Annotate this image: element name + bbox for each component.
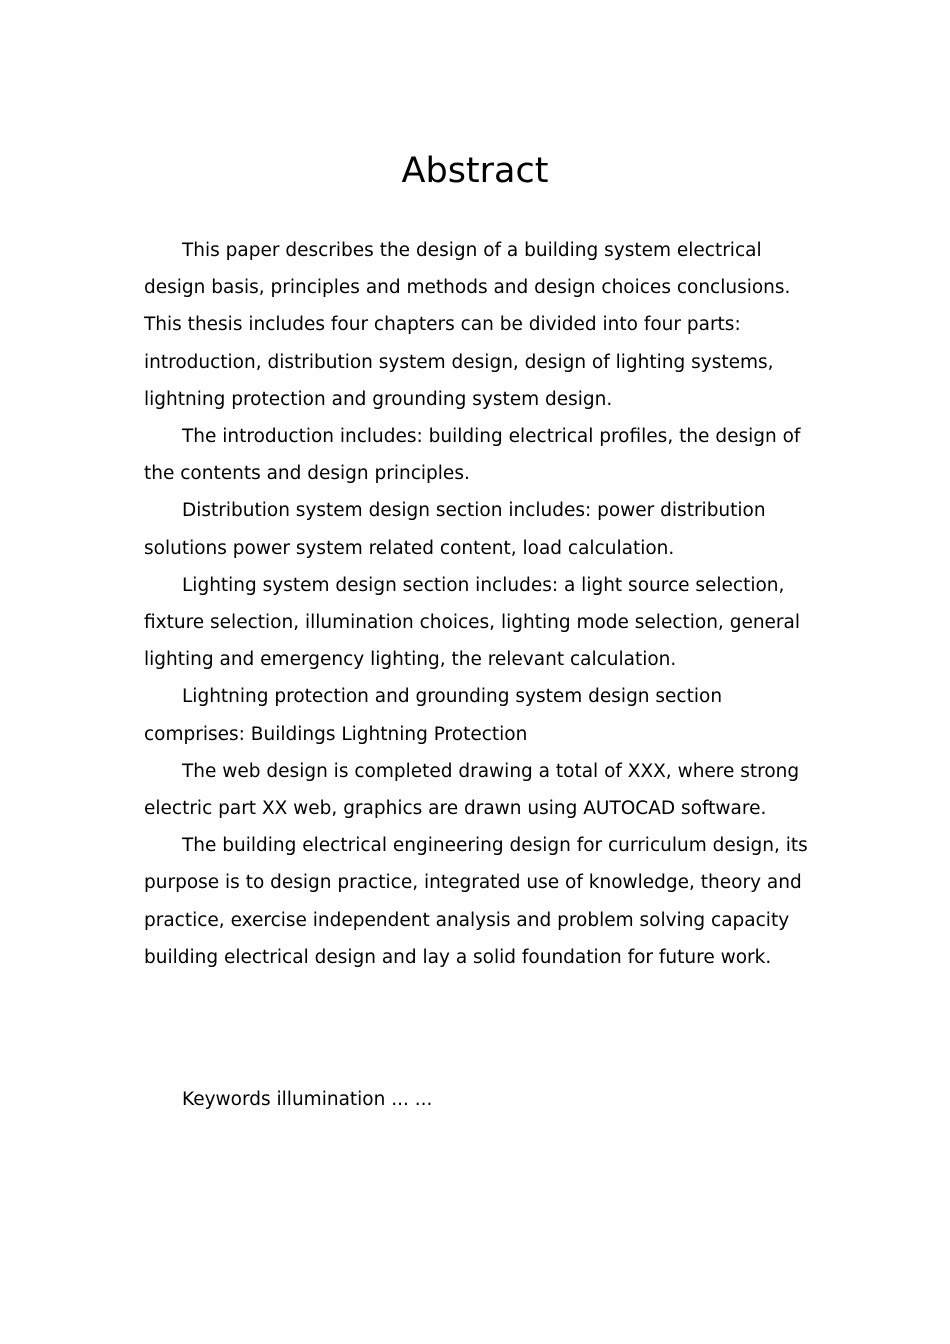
keywords-line: Keywords illumination ... ... <box>182 1089 433 1110</box>
abstract-paragraph-lightning-protection: Lightning protection and grounding system design section comprises: Buildings Lightning Protection <box>144 686 723 745</box>
abstract-paragraph-drawings: The web design is completed drawing a total of XXX, where strong electric part XX web, graphics are drawn using AUTOCAD software. <box>144 760 800 820</box>
page-title: Abstract <box>401 151 549 191</box>
abstract-paragraph-purpose: The building electrical engineering design for curriculum design, its purpose is to design practice, integrated use of knowledge, theory and practice, exercise independent analysis and problem solving capacity building electrical design and lay a solid foundation for future work. <box>144 835 808 968</box>
abstract-body <box>144 232 812 976</box>
abstract-paragraph-distribution: Distribution system design section includes: power distribution solutions power system related content, load calculation. <box>144 500 766 559</box>
abstract-paragraph-overview: This paper describes the design of a building system electrical design basis, principles and methods and design choices conclusions. This thesis includes four chapters can be divided into four parts: introduction, distribution system design, design of lighting systems, lightning protection and grounding system design. <box>144 240 791 410</box>
abstract-paragraph-lighting: Lighting system design section includes: a light source selection, fixture selection, illumination choices, lighting mode selection, general lighting and emergency lighting, the relevant calculation. <box>144 574 801 671</box>
abstract-paragraph-introduction: The introduction includes: building electrical profiles, the design of the contents and design principles. <box>144 426 801 485</box>
